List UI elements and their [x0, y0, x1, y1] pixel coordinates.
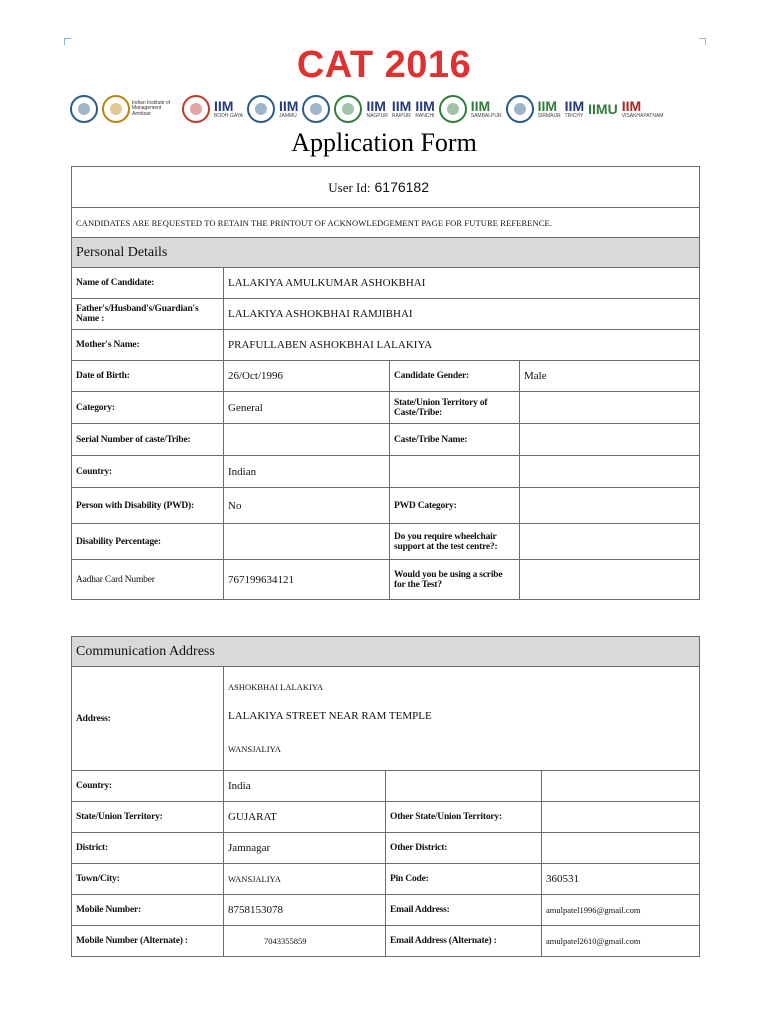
iim-bangalore-logo [182, 92, 210, 126]
notice-row [72, 208, 700, 238]
iim-bodhgaya-logo: IIM BODH GAYA [214, 98, 243, 119]
iim-udaipur-logo: IIMU [588, 101, 618, 117]
user-id-row [72, 167, 700, 208]
aadhar-label: Aadhar Card Number [72, 560, 224, 600]
table-row [72, 424, 700, 456]
father-name-value: LALAKIYA ASHOKBHAI RAMJIBHAI [224, 299, 700, 330]
table-row [72, 560, 700, 600]
iim-logo [70, 92, 98, 126]
communication-address-table [71, 636, 700, 957]
name-value: LALAKIYA AMULKUMAR ASHOKBHAI [224, 268, 700, 299]
scribe-value [520, 560, 700, 600]
table-row [72, 361, 700, 392]
pwd-category-value [520, 488, 700, 524]
caste-name-label: Caste/Tribe Name: [390, 424, 520, 456]
table-row [72, 524, 700, 560]
serial-caste-label: Serial Number of caste/Tribe: [72, 424, 224, 456]
category-value: General [224, 392, 390, 424]
address-value [224, 667, 700, 771]
address-line-2: LALAKIYA STREET NEAR RAM TEMPLE [228, 709, 432, 722]
iim-rohtak-seal-icon [439, 95, 467, 123]
wheelchair-label: Do you require wheelchair support at the test centre?: [390, 524, 520, 560]
district-label: District: [72, 833, 224, 864]
table-row [72, 330, 700, 361]
dob-label: Date of Birth: [72, 361, 224, 392]
communication-address-heading: Communication Address [72, 637, 700, 667]
iim-kashipur-logo [302, 92, 330, 126]
institute-logos-strip [70, 90, 710, 128]
cat-title: CAT 2016 [296, 44, 472, 86]
mobile-value: 8758153078 [224, 895, 386, 926]
mobile-alt-label: Mobile Number (Alternate) : [72, 926, 224, 957]
name-label: Name of Candidate: [72, 268, 224, 299]
iim-amritsar-seal-icon [102, 95, 130, 123]
form-title: Application Form [291, 128, 477, 157]
mobile-alt-value: 7043355859 [224, 926, 386, 957]
mother-name-label: Mother's Name: [72, 330, 224, 361]
other-state-label: Other State/Union Territory: [386, 802, 542, 833]
iim-sirmaur-logo: IIM SIRMAUR [537, 98, 561, 119]
address-line-1: ASHOKBHAI LALAKIYA [228, 681, 324, 692]
user-id-label: User Id: [328, 179, 371, 195]
gender-value: Male [520, 361, 700, 392]
pwd-value: No [224, 488, 390, 524]
table-row [72, 488, 700, 524]
iim-seal-icon [70, 95, 98, 123]
iim-rohtak-logo [439, 92, 467, 126]
pwd-label: Person with Disability (PWD): [72, 488, 224, 524]
serial-caste-value [224, 424, 390, 456]
state-caste-label: State/Union Territory of Caste/Tribe: [390, 392, 520, 424]
table-row [72, 268, 700, 299]
iim-visakhapatnam-logo: IIM VISAKHAPATNAM [621, 98, 664, 119]
state-label: State/Union Territory: [72, 802, 224, 833]
iim-raipur-logo: IIM RAIPUR [391, 98, 412, 119]
table-row [72, 802, 700, 833]
disability-percentage-label: Disability Percentage: [72, 524, 224, 560]
table-row [72, 667, 700, 771]
iima-logo: Indian Institute of Management Amritsar [102, 92, 178, 126]
other-district-value [542, 833, 700, 864]
iim-kozhikode-logo [334, 92, 362, 126]
iim-ranchi-logo: IIM RANCHI [415, 98, 435, 119]
iim-bangalore-seal-icon [182, 95, 210, 123]
town-label: Town/City: [72, 864, 224, 895]
email-alt-value: amulpatel2610@gmail.com [542, 926, 700, 957]
town-value: WANSJALIYA [224, 864, 386, 895]
iim-calcutta-seal-icon [247, 95, 275, 123]
table-row [72, 456, 700, 488]
personal-details-table [71, 166, 700, 600]
mobile-label: Mobile Number: [72, 895, 224, 926]
iim-jammu-logo: IIM JAMMU [279, 98, 299, 119]
iim-shillong-logo [506, 92, 534, 126]
acknowledgement-notice: CANDIDATES ARE REQUESTED TO RETAIN THE PRINTOUT OF ACKNOWLEDGEMENT PAGE FOR FUTURE REFERENCE. [72, 208, 700, 238]
scribe-label: Would you be using a scribe for the Test? [390, 560, 520, 600]
personal-details-heading: Personal Details [72, 238, 700, 268]
district-value: Jamnagar [224, 833, 386, 864]
aadhar-value: 767199634121 [224, 560, 390, 600]
table-row [72, 895, 700, 926]
address-line-3: WANSJALIYA [228, 743, 281, 754]
table-row [72, 392, 700, 424]
iim-trichy-logo: IIM TRICHY [564, 98, 585, 119]
other-district-label: Other District: [386, 833, 542, 864]
iim-nagpur-logo: IIM NAGPUR [366, 98, 388, 119]
state-value: GUJARAT [224, 802, 386, 833]
other-state-value [542, 802, 700, 833]
disability-percentage-value [224, 524, 390, 560]
iim-kozhikode-seal-icon [334, 95, 362, 123]
address-label: Address: [72, 667, 224, 771]
pwd-category-label: PWD Category: [390, 488, 520, 524]
mother-name-value: PRAFULLABEN ASHOKBHAI LALAKIYA [224, 330, 700, 361]
iim-calcutta-logo [247, 92, 275, 126]
table-row [72, 299, 700, 330]
pin-code-label: Pin Code: [386, 864, 542, 895]
communication-address-heading-row [72, 637, 700, 667]
address-country-value: India [224, 771, 386, 802]
pin-code-value: 360531 [542, 864, 700, 895]
caste-name-value [520, 424, 700, 456]
iim-kashipur-seal-icon [302, 95, 330, 123]
email-value: amulpatel1996@gmail.com [542, 895, 700, 926]
table-row [72, 926, 700, 957]
country-label: Country: [72, 456, 224, 488]
iim-shillong-seal-icon [506, 95, 534, 123]
father-name-label: Father's/Husband's/Guardian's Name : [72, 299, 224, 330]
wheelchair-value [520, 524, 700, 560]
country-value: Indian [224, 456, 390, 488]
iim-sambalpur-logo: IIM SAMBALPUR [470, 98, 502, 119]
personal-details-heading-row [72, 238, 700, 268]
dob-value: 26/Oct/1996 [224, 361, 390, 392]
email-label: Email Address: [386, 895, 542, 926]
address-country-label: Country: [72, 771, 224, 802]
user-id-value: 6176182 [374, 178, 430, 195]
state-caste-value [520, 392, 700, 424]
table-row [72, 864, 700, 895]
table-row [72, 771, 700, 802]
table-row [72, 833, 700, 864]
email-alt-label: Email Address (Alternate) : [386, 926, 542, 957]
gender-label: Candidate Gender: [390, 361, 520, 392]
category-label: Category: [72, 392, 224, 424]
